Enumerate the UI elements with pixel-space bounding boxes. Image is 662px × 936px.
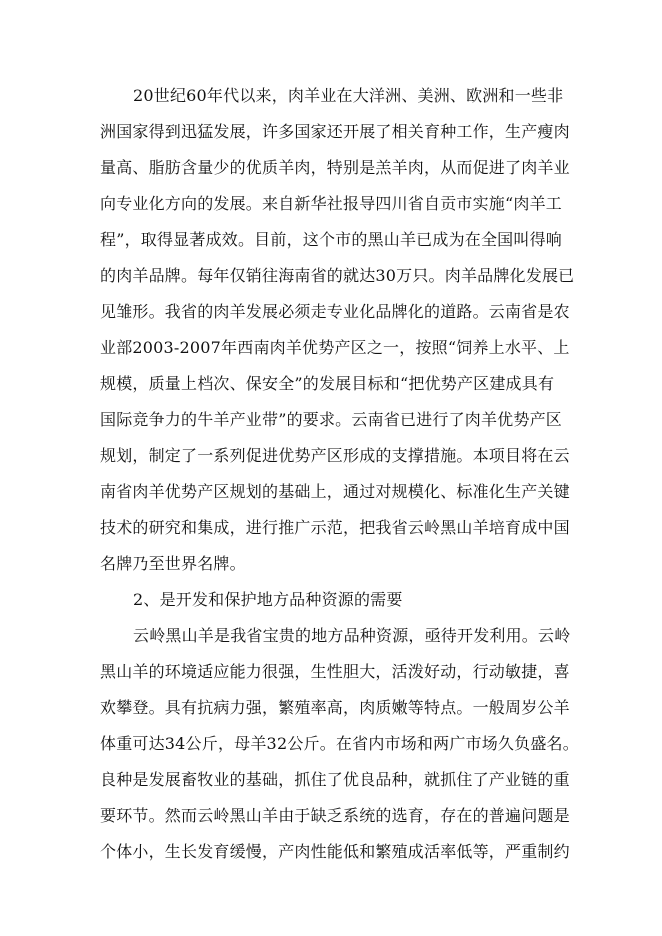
text-line: 见雏形。我省的肉羊发展必须走专业化品牌化的道路。云南省是农	[100, 302, 570, 321]
text-line: 要环节。然而云岭黑山羊由于缺乏系统的选育，存在的普遍问题是	[100, 806, 570, 825]
text-line: 技术的研究和集成，进行推广示范，把我省云岭黑山羊培育成中国	[100, 518, 570, 537]
text-line: 南省肉羊优势产区规划的基础上，通过对规模化、标准化生产关键	[100, 482, 570, 501]
text-line: 体重可达34公斤，母羊32公斤。在省内市场和两广市场久负盛名。	[100, 734, 579, 753]
text-line: 良种是发展畜牧业的基础，抓住了优良品种，就抓住了产业链的重	[100, 770, 570, 789]
text-line: 程”，取得显著成效。目前，这个市的黑山羊已成为在全国叫得响	[100, 230, 562, 249]
text-line: 向专业化方向的发展。来自新华社报导四川省自贡市实施“肉羊工	[100, 194, 562, 213]
text-line: 量高、脂肪含量少的优质羊肉，特别是羔羊肉，从而促进了肉羊业	[100, 158, 570, 177]
text-line: 国际竞争力的牛羊产业带”的要求。云南省已进行了肉羊优势产区	[100, 410, 562, 429]
text-line: 黑山羊的环境适应能力很强，生性胆大，活泼好动，行动敏捷，喜	[100, 662, 570, 681]
text-line: 个体小，生长发育缓慢，产肉性能低和繁殖成活率低等，严重制约	[100, 842, 570, 861]
text-line: 20世纪60年代以来，肉羊业在大洋洲、美洲、欧洲和一些非	[133, 86, 564, 105]
text-line: 的肉羊品牌。每年仅销往海南省的就达30万只。肉羊品牌化发展已	[100, 266, 575, 285]
text-line: 云岭黑山羊是我省宝贵的地方品种资源，亟待开发利用。云岭	[133, 626, 571, 645]
text-line: 洲国家得到迅猛发展，许多国家还开展了相关育种工作，生产瘦肉	[100, 122, 570, 141]
text-line: 业部2003-2007年西南肉羊优势产区之一，按照“饲养上水平、上	[100, 338, 570, 357]
text-line: 欢攀登。具有抗病力强，繁殖率高，肉质嫩等特点。一般周岁公羊	[100, 698, 570, 717]
text-line: 规划，制定了一系列促进优势产区形成的支撑措施。本项目将在云	[100, 446, 570, 465]
text-line: 规模，质量上档次、保安全”的发展目标和“把优势产区建成具有	[100, 374, 555, 393]
text-line: 名牌乃至世界名牌。	[100, 554, 246, 573]
section-heading: 2、是开发和保护地方品种资源的需要	[133, 590, 403, 609]
